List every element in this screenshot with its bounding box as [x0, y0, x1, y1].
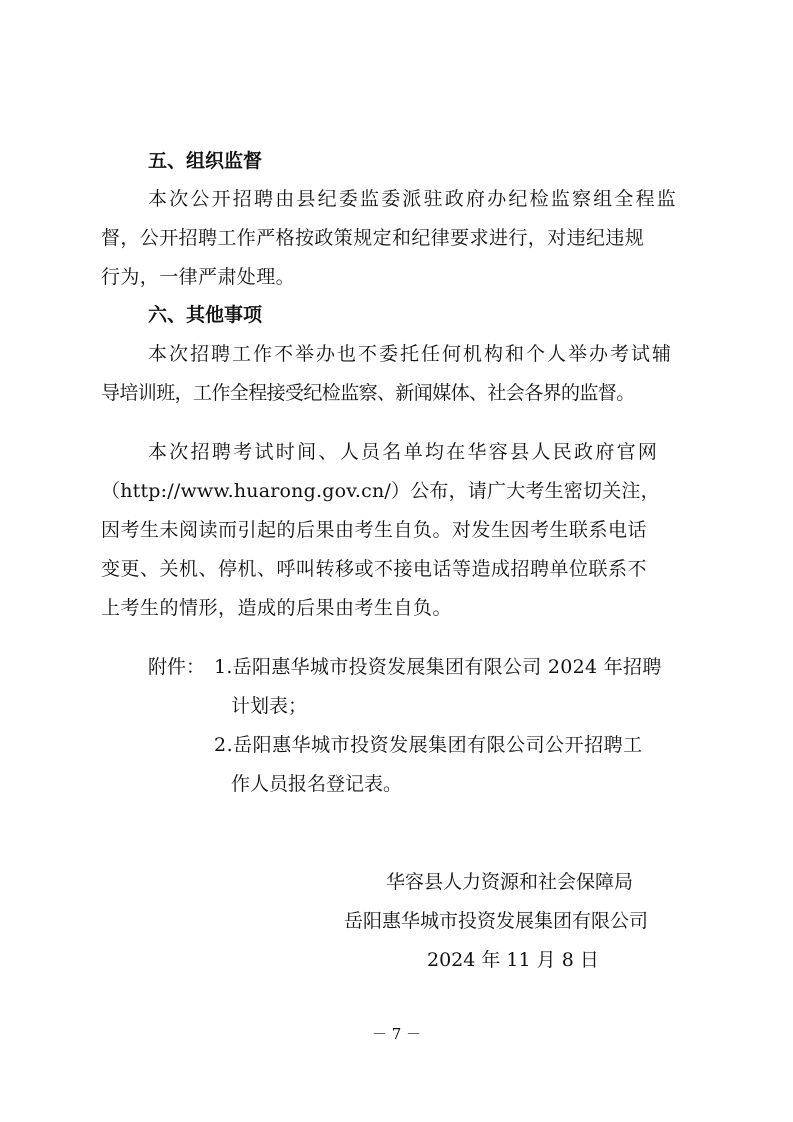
section-heading-other-matters: 六、其他事项 [148, 304, 263, 326]
paragraph-line-text: 本次公开招聘由县纪委监委派驻政府办纪检监察组全程监 [148, 188, 679, 210]
paragraph-line: 本次招聘考试时间、人员名单均在华容县人民政府官网 [148, 441, 660, 463]
signature-org-2: 岳阳惠华城市投资发展集团有限公司 [344, 910, 649, 932]
page-number: － 7 － [371, 1025, 422, 1043]
paragraph-line: 督，公开招聘工作严格按政策规定和纪律要求进行，对违纪违规 [101, 227, 645, 249]
attachment-item-1: 1.岳阳惠华城市投资发展集团有限公司 2024 年招聘 [214, 656, 662, 678]
attachment-item-1-continued: 计划表； [231, 695, 308, 717]
paragraph-line: 因考生未阅读而引起的后果由考生自负。对发生因考生联系电话 [101, 519, 648, 541]
attachment-item-2-continued: 作人员报名登记表。 [231, 773, 403, 795]
paragraph-line: 导培训班，工作全程接受纪检监察、新闻媒体、社会各界的监督。 [101, 382, 635, 404]
paragraph-line-with-url: （http://www.huarong.gov.cn/）公布，请广大考生密切关注， [101, 480, 660, 502]
paragraph-line: 本次招聘工作不举办也不委托任何机构和个人举办考试辅 [148, 343, 674, 365]
paragraph-line: 变更、关机、停机、呼叫转移或不接电话等造成招聘单位联系不 [101, 558, 648, 580]
paragraph-line: 行为，一律严肃处理。 [101, 266, 296, 288]
attachment-item-2: 2.岳阳惠华城市投资发展集团有限公司公开招聘工 [214, 734, 643, 756]
signature-org-1: 华容县人力资源和社会保障局 [386, 871, 634, 893]
section-heading-supervision: 五、组织监督 [148, 150, 263, 172]
paragraph-line [148, 187, 695, 211]
paragraph-line: 上考生的情形，造成的后果由考生自负。 [101, 597, 453, 619]
attachments-label: 附件： [148, 656, 206, 678]
signature-date: 2024 年 11 月 8 日 [427, 949, 599, 971]
